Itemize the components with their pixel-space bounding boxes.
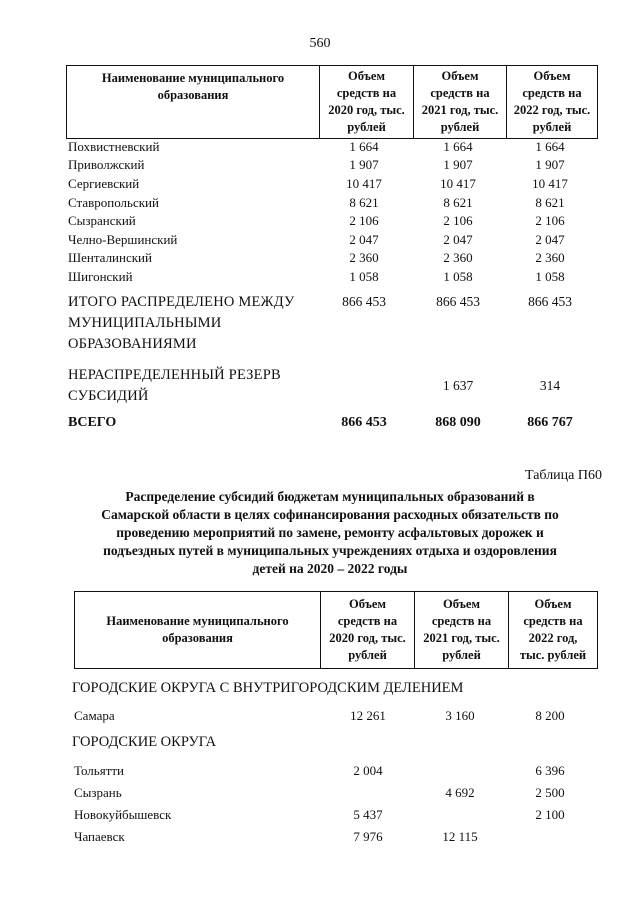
row-name: Похвистневский [68, 139, 160, 154]
row-value-2020: 2 360 [349, 250, 379, 265]
row-name: Тольятти [74, 763, 125, 778]
table-row [0, 138, 640, 156]
table1-header-2021: Объем средств на 2021 год, тыс. рублей [413, 66, 506, 138]
row-value-2022: 8 621 [535, 195, 565, 210]
row-value-2021: 2 047 [443, 232, 473, 247]
grand-total-2021: 868 090 [435, 415, 481, 430]
row-value-2021: 4 692 [445, 785, 475, 800]
table1-header-name: Наименование муниципального образования [101, 71, 285, 102]
row-value-2022: 2 500 [535, 785, 565, 800]
row-name: Сергиевский [68, 176, 140, 191]
reserve-line1: НЕРАСПРЕДЕЛЕННЫЙ РЕЗЕРВ [68, 367, 281, 383]
row-name: Сызранский [68, 213, 136, 228]
row-value-2021: 2 360 [443, 250, 473, 265]
row-name: Самара [74, 708, 115, 723]
row-value-2020: 12 261 [350, 708, 386, 723]
row-name: Шигонский [68, 269, 133, 284]
row-value-2022: 2 100 [535, 807, 565, 822]
row-value-2022: 1 664 [535, 139, 565, 154]
section-heading: ГОРОДСКИЕ ОКРУГА [72, 734, 217, 750]
row-value-2020: 10 417 [346, 176, 382, 191]
row-value-2021: 1 907 [443, 157, 473, 172]
grand-total-2020: 866 453 [341, 415, 387, 430]
row-value-2020: 5 437 [353, 807, 383, 822]
grand-total-label: ВСЕГО [68, 415, 117, 430]
row-name: Приволжский [68, 157, 145, 172]
table-row [0, 784, 640, 802]
row-value-2022: 8 200 [535, 708, 565, 723]
table-row [0, 762, 640, 780]
reserve-2021: 1 637 [442, 378, 474, 393]
table2-header-2021: Объем средств на 2021 год, тыс. рублей [414, 592, 508, 668]
row-name: Шенталинский [68, 250, 152, 265]
table-row [0, 212, 640, 230]
total-distributed-2022: 866 453 [528, 294, 572, 309]
table-row [0, 806, 640, 824]
row-value-2021: 10 417 [440, 176, 476, 191]
row-value-2021: 1 664 [443, 139, 473, 154]
table1-header [66, 65, 598, 139]
row-value-2020: 1 058 [349, 269, 379, 284]
grand-total-2022: 866 767 [527, 415, 573, 430]
row-name: Ставропольский [68, 195, 159, 210]
table2-caption: Таблица П60 [525, 468, 602, 483]
table-row [0, 175, 640, 193]
row-value-2022: 1 058 [535, 269, 565, 284]
table-row [0, 828, 640, 846]
table2-title-line: подъездных путей в муниципальных учреждениях отдыха и оздоровления [103, 543, 557, 558]
table-row [0, 156, 640, 174]
row-value-2021: 8 621 [443, 195, 473, 210]
row-name: Чапаевск [74, 829, 125, 844]
row-value-2021: 3 160 [445, 708, 475, 723]
table2-header [74, 591, 598, 669]
table-row [0, 268, 640, 286]
grand-total-row [0, 414, 640, 432]
row-value-2020: 2 106 [349, 213, 379, 228]
row-name: Новокуйбышевск [74, 807, 172, 822]
page-number: 560 [309, 36, 331, 51]
reserve-2022: 314 [539, 378, 561, 393]
table-row [0, 707, 640, 725]
reserve-line2: СУБСИДИЙ [68, 388, 149, 404]
table2-title-line: Самарской области в целях софинансирования расходных обязательств по [101, 507, 559, 522]
table-row [0, 249, 640, 267]
table-row [0, 231, 640, 249]
row-value-2022: 1 907 [535, 157, 565, 172]
row-value-2020: 1 664 [349, 139, 379, 154]
total-distributed-line3: ОБРАЗОВАНИЯМИ [68, 336, 197, 352]
table2-title-line: детей на 2020 – 2022 годы [252, 561, 408, 576]
total-distributed-line1: ИТОГО РАСПРЕДЕЛЕНО МЕЖДУ [68, 294, 295, 310]
total-distributed-line2: МУНИЦИПАЛЬНЫМИ [68, 315, 222, 331]
table2-header-2020: Объем средств на 2020 год, тыс. рублей [320, 592, 414, 668]
row-value-2020: 1 907 [349, 157, 379, 172]
row-value-2021: 1 058 [443, 269, 473, 284]
table2-title-line: проведению мероприятий по замене, ремонту асфальтовых дорожек и [116, 525, 544, 540]
table2-title [60, 488, 600, 578]
reserve-values [0, 377, 640, 395]
row-value-2022: 6 396 [535, 763, 565, 778]
table2-header-2022: Объем средств на 2022 год, тыс. рублей [508, 592, 597, 668]
row-value-2022: 2 047 [535, 232, 565, 247]
row-value-2020: 2 004 [353, 763, 383, 778]
table2-title-line: Распределение субсидий бюджетам муниципальных образований в [125, 489, 535, 504]
table1-header-2020: Объем средств на 2020 год, тыс. рублей [319, 66, 413, 138]
row-value-2021: 2 106 [443, 213, 473, 228]
row-name: Челно-Вершинский [68, 232, 178, 247]
row-value-2020: 2 047 [349, 232, 379, 247]
total-distributed-2020: 866 453 [342, 294, 386, 309]
row-name: Сызрань [74, 785, 122, 800]
row-value-2022: 2 360 [535, 250, 565, 265]
row-value-2022: 2 106 [535, 213, 565, 228]
total-distributed-values [0, 293, 640, 311]
row-value-2020: 7 976 [353, 829, 383, 844]
section-heading: ГОРОДСКИЕ ОКРУГА С ВНУТРИГОРОДСКИМ ДЕЛЕНИЕМ [72, 680, 464, 696]
row-value-2022: 10 417 [532, 176, 568, 191]
total-distributed-2021: 866 453 [436, 294, 480, 309]
row-value-2020: 8 621 [349, 195, 379, 210]
row-value-2021: 12 115 [442, 829, 478, 844]
table2-header-name: Наименование муниципального образования [106, 614, 289, 645]
table1-header-2022: Объем средств на 2022 год, тыс. рублей [506, 66, 597, 138]
table-row [0, 194, 640, 212]
